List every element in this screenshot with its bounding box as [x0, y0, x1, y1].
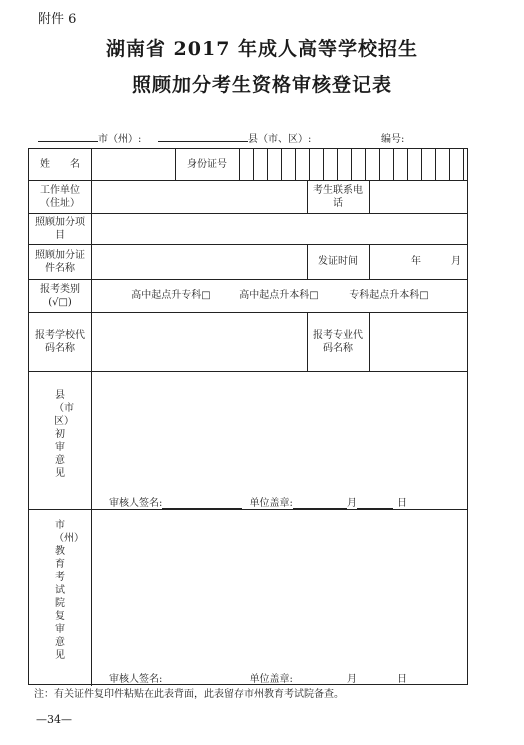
city-seal-label: 单位盖章:	[249, 674, 293, 685]
footnote: 注：有关证件复印件粘贴在此表背面，此表留存市州教育考试院备查。	[34, 689, 344, 700]
issue-year: 年	[411, 256, 421, 267]
county-signer-label: 审核人签名:	[109, 498, 163, 509]
option-hs-to-college[interactable]: 高中起点升专科□	[131, 290, 211, 301]
bonus-item-label: 照顾加分项目	[35, 216, 85, 241]
county-day-label: 日	[396, 498, 407, 509]
county-month-label: 月	[346, 498, 357, 509]
county-field	[158, 130, 311, 145]
cert-name-label: 照顾加分证件名称	[35, 249, 85, 274]
city-signer-label: 审核人签名:	[109, 674, 163, 685]
county-review-label: 县（市区）初审意见	[54, 390, 74, 479]
id-label: 身份证号	[187, 159, 227, 170]
major-input[interactable]	[370, 312, 467, 371]
county-signer-blank[interactable]	[162, 498, 242, 509]
county-day-blank[interactable]	[357, 498, 393, 509]
city-signer-blank[interactable]	[162, 674, 242, 685]
city-review-label: 市（州）教育考试院复审意见	[54, 520, 84, 661]
page-number: —34—	[36, 713, 72, 726]
city-day-label: 日	[396, 674, 407, 685]
county-label: 县（市、区）:	[248, 134, 312, 145]
header-row	[38, 130, 141, 145]
city-day-blank[interactable]	[357, 674, 393, 685]
cert-name-input[interactable]	[92, 244, 307, 279]
issue-time-label: 发证时间	[318, 256, 358, 267]
city-signature-row	[109, 670, 407, 685]
category-label: 报考类别(√□)	[40, 283, 80, 308]
school-input[interactable]	[92, 312, 307, 371]
phone-input[interactable]	[370, 180, 467, 213]
form-title-line1: 湖南省 2017 年成人高等学校招生	[105, 38, 419, 60]
major-label: 报考专业代码名称	[313, 329, 363, 354]
county-blank[interactable]	[158, 130, 248, 142]
work-input[interactable]	[92, 180, 307, 213]
option-college-to-bachelor[interactable]: 专科起点升本科□	[349, 290, 429, 301]
county-seal-label: 单位盖章:	[249, 498, 293, 509]
city-label: 市（州）:	[98, 134, 142, 145]
work-label: 工作单位（住址）	[40, 184, 80, 209]
school-label: 报考学校代码名称	[35, 329, 85, 354]
number-label: 编号:	[381, 134, 405, 145]
city-month-label: 月	[346, 674, 357, 685]
county-seal-blank[interactable]	[293, 498, 347, 509]
city-seal-blank[interactable]	[293, 674, 347, 685]
county-signature-row	[109, 494, 407, 509]
bonus-item-input[interactable]	[92, 213, 467, 244]
registration-form	[28, 148, 468, 685]
phone-label: 考生联系电话	[313, 184, 363, 209]
issue-month: 月	[451, 256, 461, 267]
name-label: 姓 名	[40, 159, 80, 170]
attachment-label: 附件 6	[38, 12, 77, 27]
name-input[interactable]	[92, 149, 175, 180]
option-hs-to-bachelor[interactable]: 高中起点升本科□	[239, 290, 319, 301]
form-title-line2: 照顾加分考生资格审核登记表	[131, 74, 392, 96]
city-blank[interactable]	[38, 130, 98, 142]
